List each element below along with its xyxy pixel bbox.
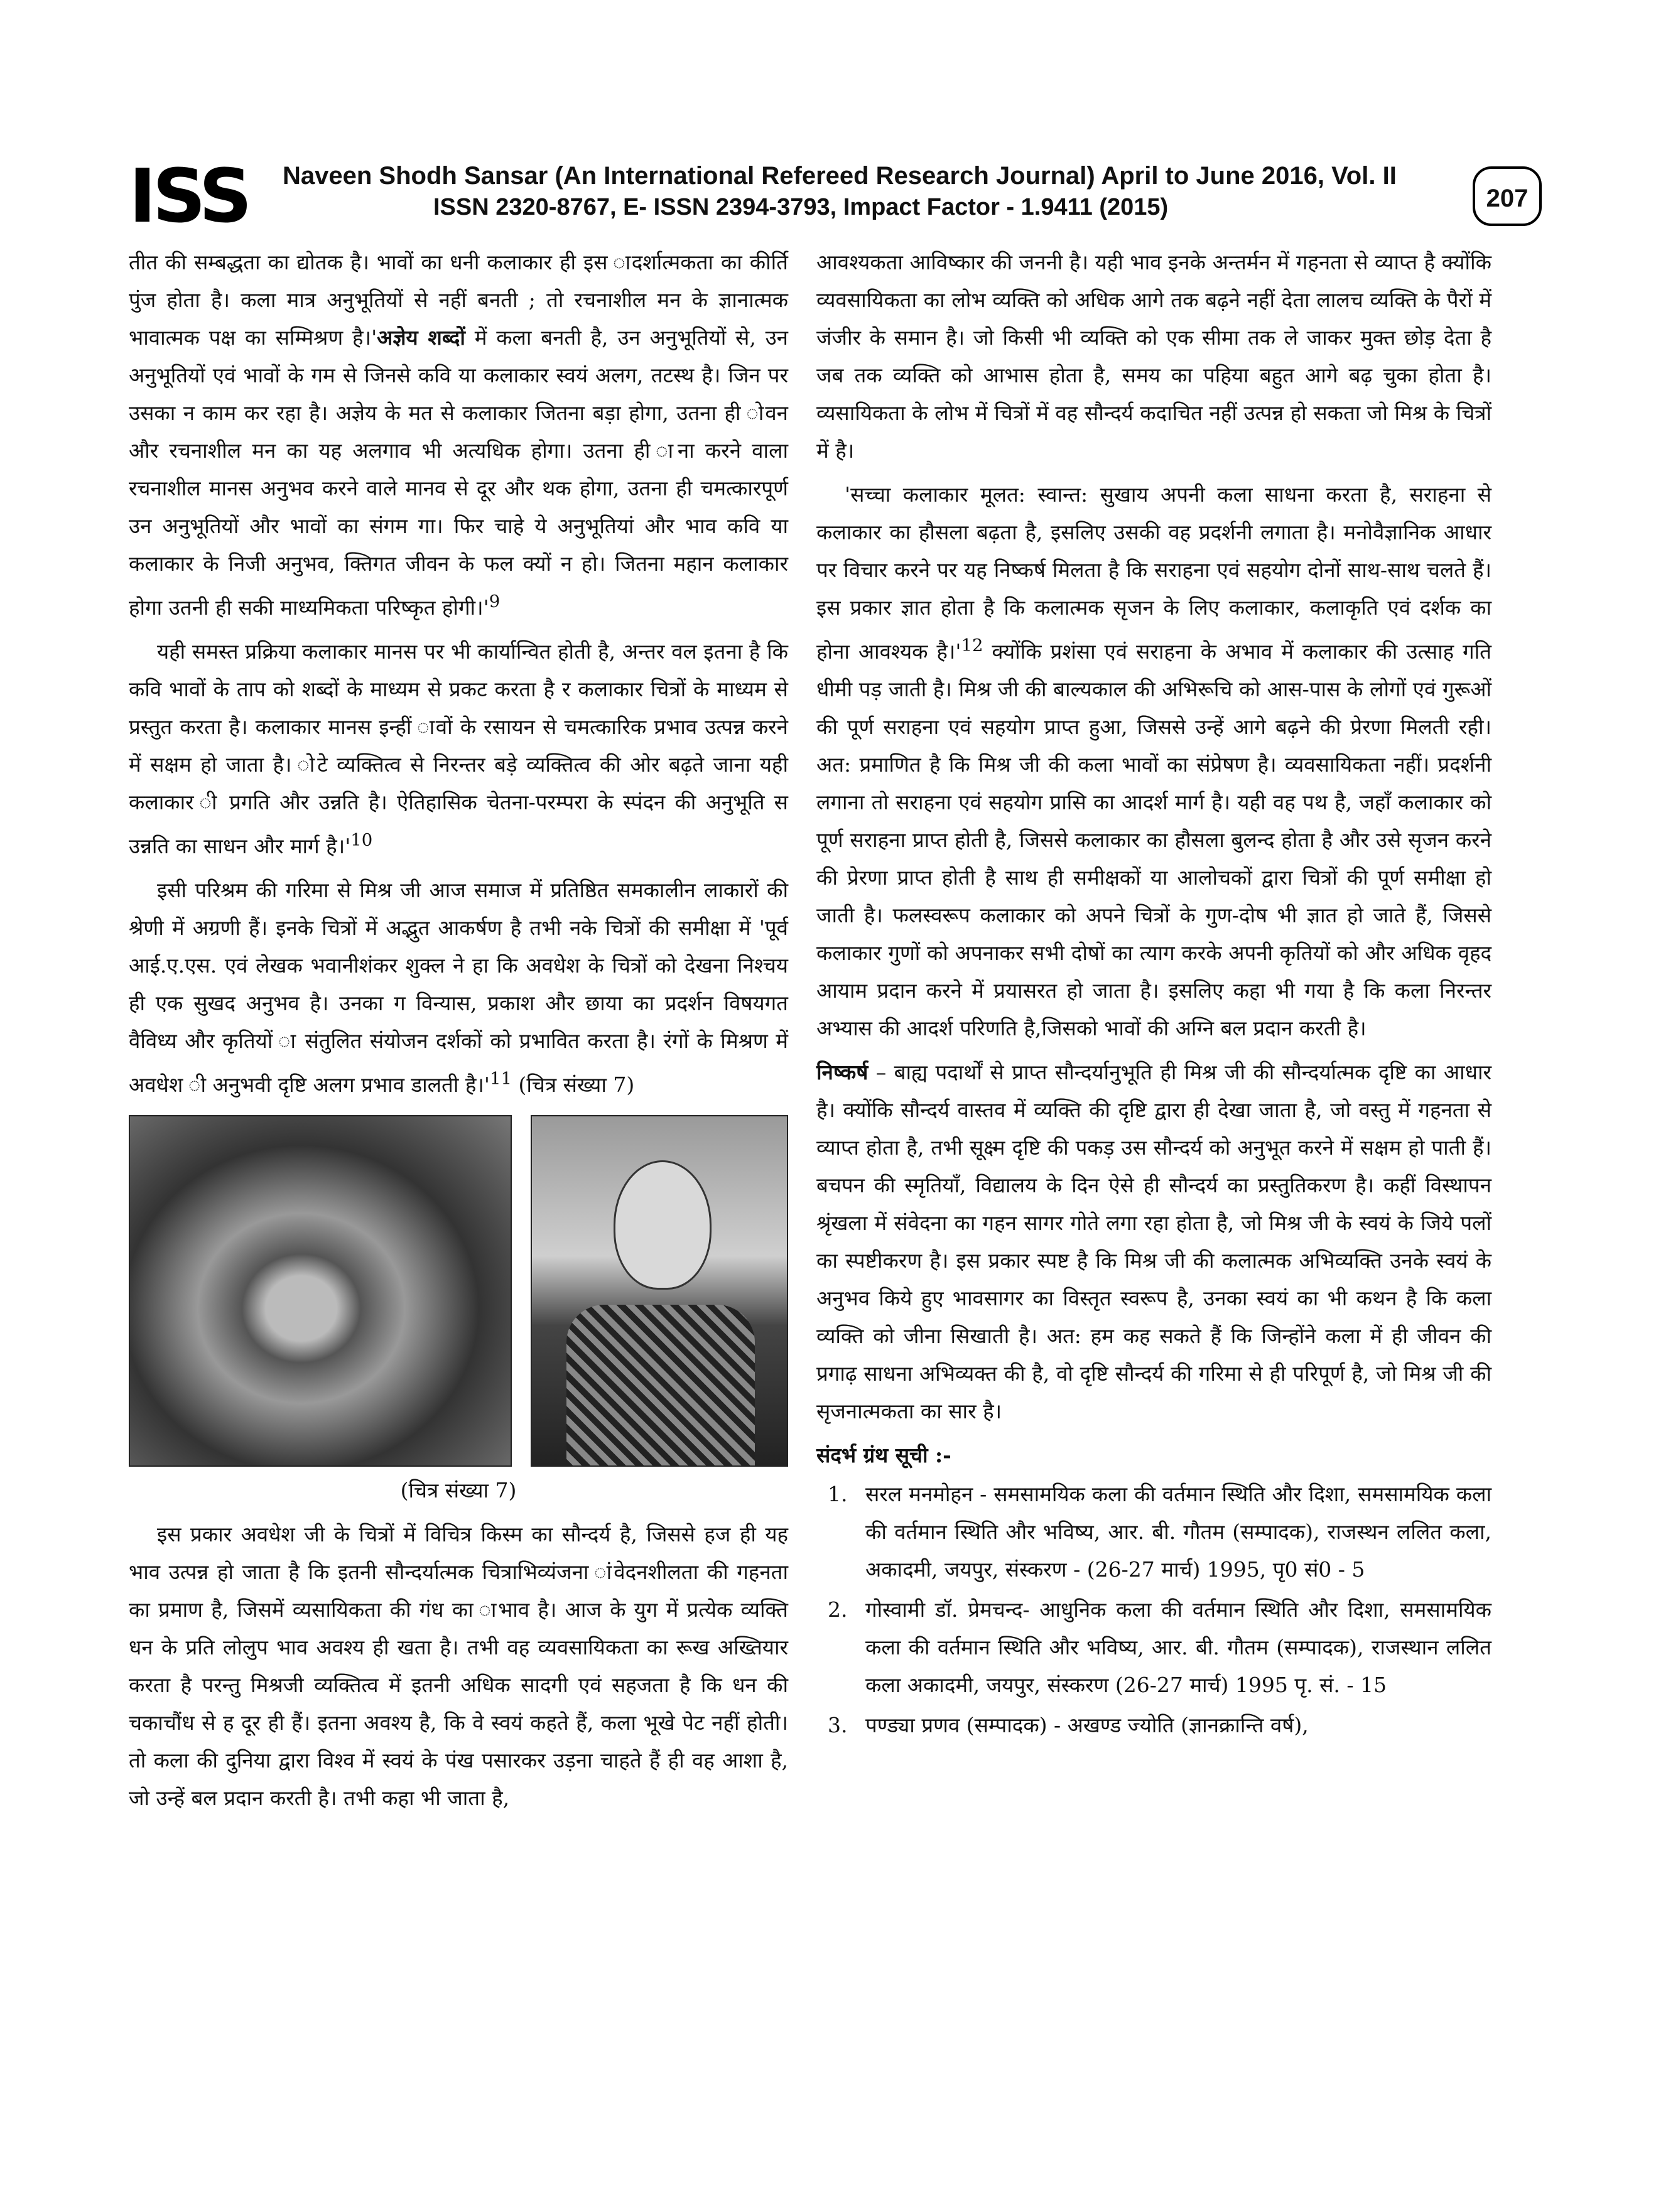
paragraph: आवश्यकता आविष्कार की जननी है। यही भाव इनके अन्तर्मन में गहनता से व्याप्त है क्योंकि व्यवसायिकता का लोभ व्यक्ति को अधिक आगे तक बढ़ने नहीं देता लालच व्यक्ति के पैरों में जंजीर के समान है। जो किसी भी व्यक्ति को एक सीमा तक ले जाकर मुक्त छोड़ देता है जब तक व्यक्ति को आभास होता है, समय का पहिया बहुत आगे बढ़ चुका होता है। व्यसायिकता के लोभ में चित्रों में वह सौन्दर्य कदाचित नहीं उत्पन्न हो सकता जो मिश्र के चित्रों में है। [816,250,1491,463]
portrait-body [566,1305,755,1467]
journal-header [129,154,1554,248]
author-highlight: अज्ञेय शब्दों [377,325,465,350]
footnote-ref: 10 [350,830,373,850]
footnote-ref: 9 [489,591,501,612]
page-number: 207 [1473,166,1542,226]
figure-caption: (चित्र संख्या 7) [400,1478,517,1503]
reference-item: 2. गोस्वामी डॉ. प्रेमचन्द- आधुनिक कला की वर्तमान स्थिति और दिशा, समसामयिक कला की वर्तमान स्थिति और भविष्य, आर. बी. गौतम (सम्पादक), राजस्थान ललित कला अकादमी, जयपुर, संस्करण (26-27 मार्च) 1995 पृ. सं. - 15 [828,1597,1491,1697]
journal-logo: ISS [129,153,249,239]
paragraph: यही समस्त प्रक्रिया कलाकार मानस पर भी कार्यान्वित होती है, अन्तर वल इतना है कि कवि भावों के ताप को शब्दों के माध्यम से प्रकट करता है र कलाकार चित्रों के माध्यम से प्रस्तुत करता है। कलाकार मानस इन्हीं ावों के रसायन से चमत्कारिक प्रभाव उत्पन्न करने में सक्षम हो जाता है। ोटे व्यक्तित्व से निरन्तर बड़े व्यक्तित्व की ओर बढ़ते जाना यही कलाकार ी प्रगति और उन्नति है। ऐतिहासिक चेतना-परम्परा के स्पंदन की अनुभूति स उन्नति का साधन और मार्ग $है।'^{10}$ [129,639,788,858]
left-column [129,244,788,1823]
portrait-face [614,1160,712,1290]
references-heading: संदर्भ ग्रंथ सूची :- [816,1443,951,1467]
journal-issn: ISSN 2320-8767, E- ISSN 2394-3793, Impact Factor - 1.9411 (2015) [433,194,1169,220]
reference-item: 3. पण्ड्या प्रणव (सम्पादक) - अखण्ड ज्योति (ज्ञानक्रान्ति वर्ष), [828,1713,1309,1737]
footnote-ref: 12 [961,635,983,656]
references-list [816,1476,1491,1744]
conclusion-paragraph: निष्कर्ष – बाह्य पदार्थों से प्राप्त सौन्दर्यानुभूति ही मिश्र जी की सौन्दर्यात्मक दृष्टि का आधार है। क्योंकि सौन्दर्य वास्तव में व्यक्ति की दृष्टि द्वारा ही देखा जाता है, जो वस्तु में गहनता से व्याप्त होता है, तभी सूक्ष्म दृष्टि की पकड़ उस सौन्दर्य को अनुभूत करने में सक्षम हो पाती हैं। बचपन की स्मृतियाँ, विद्यालय के दिन ऐसे ही सौन्दर्य का प्रस्तुतिकरण है। कहीं विस्थापन श्रृंखला में संवेदना का गहन सागर गोते लगा रहा होता है, जो मिश्र जी के स्वयं के जिये पलों का स्पष्टीकरण है। इस प्रकार स्पष्ट है कि मिश्र जी की कलात्मक अभिव्यक्ति उनके स्वयं के अनुभव किये हुए भावसागर का विस्तृत स्वरूप है, उनका स्वयं का भी कथन है कि कला व्यक्ति को जीना सिखाती है। अत: हम कह सकते हैं कि जिन्होंने कला में ही जीवन की प्रगाढ़ साधना अभिव्यक्त की है, वो दृष्टि सौन्दर्य की गरिमा से ही परिपूर्ण है, जो मिश्र जी की सृजनात्मकता का सार है। [816,1060,1491,1423]
footnote-ref: 11 [490,1069,512,1089]
reference-item: 1. सरल मनमोहन - समसामयिक कला की वर्तमान स्थिति और दिशा, समसामयिक कला की वर्तमान स्थिति और भविष्य, आर. बी. गौतम (सम्पादक), राजस्थन ललित कला, अकादमी, जयपुर, संस्करण - (26-27 मार्च) 1995, पृ0 सं0 - 5 [828,1482,1491,1582]
conclusion-label: निष्कर्ष [816,1060,869,1084]
right-column [816,244,1491,1747]
artist-photo [531,1115,788,1467]
paragraph: इसी परिश्रम की गरिमा से मिश्र जी आज समाज में प्रतिष्ठित समकालीन लाकारों की श्रेणी में अग्रणी हैं। इनके चित्रों में अद्भुत आकर्षण है तभी नके चित्रों की समीक्षा में 'पूर्व आई.ए.एस. एवं लेखक भवानीशंकर शुक्ल ने हा कि अवधेश के चित्रों को देखना निश्चय ही एक सुखद अनुभव है। उनका ग विन्यास, प्रकाश और छाया का प्रदर्शन विषयगत वैविध्य और कृतियों ा संतुलित संयोजन दर्शकों को प्रभावित करता है। रंगों के मिश्रण में अवधेश ी अनुभवी दृष्टि अलग प्रभाव डालती $है।'^{11}$ (चित्र संख्या 7) [129,878,788,1097]
paragraph: तीत की सम्बद्धता का द्योतक है। भावों का धनी कलाकार ही इस ादर्शात्मकता का कीर्ति पुंज होता है। कला मात्र अनुभूतियों से नहीं बनती ; तो रचनाशील मन के ज्ञानात्मक भावात्मक पक्ष का सम्मिश्रण है।'अज्ञेय शब्दों में कला बनती है, उन अनुभूतियों से, उन अनुभूतियों एवं भावों के गम से जिनसे कवि या कलाकार स्वयं अलग, तटस्थ है। जिन पर उसका न काम कर रहा है। अज्ञेय के मत से कलाकार जितना बड़ा होगा, उतना ही ोवन और रचनाशील मन का यह अलगाव भी अत्यधिक होगा। उतना ही ाना करने वाला रचनाशील मानस अनुभव करने वाले मानव से दूर और थक होगा, उतना ही चमत्कारपूर्ण उन अनुभूतियों और भावों का संगम गा। फिर चाहे ये अनुभूतियां और भाव कवि या कलाकार के निजी अनुभव, क्तिगत जीवन के फल क्यों न हो। जितना महान कलाकार होगा उतनी ही सकी माध्यमिकता परिष्कृत $होगी।'^9$ [129,250,788,620]
journal-title: Naveen Shodh Sansar (An International Refereed Research Journal) April to June 2016, Vol. II [283,162,1397,190]
painting-image [129,1115,512,1467]
figure [129,1115,788,1467]
paragraph: इस प्रकार अवधेश जी के चित्रों में विचित्र किस्म का सौन्दर्य है, जिससे हज ही यह भाव उत्पन्न हो जाता है कि इतनी सौन्दर्यात्मक चित्राभिव्यंजना ांवेदनशीलता की गहनता का प्रमाण है, जिसमें व्यसायिकता की गंध का ाभाव है। आज के युग में प्रत्येक व्यक्ति धन के प्रति लोलुप भाव अवश्य ही खता है। तभी वह व्यवसायिकता का रूख अख्तियार करता है परन्तु मिश्रजी व्यक्तित्व में इतनी अधिक सादगी एवं सहजता है कि धन की चकाचौंध से ह दूर ही हैं। इतना अवश्य है, कि वे स्वयं कहते हैं, कला भूखे पेट नहीं होती। तो कला की दुनिया द्वारा विश्व में स्वयं के पंख पसारकर उड़ना चाहते हैं ही वह आशा है, जो उन्हें बल प्रदान करती है। तभी कहा भी जाता है, [129,1522,788,1810]
paragraph: 'सच्चा कलाकार मूलत: स्वान्त: सुखाय अपनी कला साधना करता है, सराहना से कलाकार का हौसला बढ़ता है, इसलिए उसकी वह प्रदर्शनी लगाता है। मनोवैज्ञानिक आधार पर विचार करने पर यह निष्कर्ष मिलता है कि सराहना एवं सहयोग दोनों साथ-साथ चलते हैं। इस प्रकार ज्ञात होता है कि कलात्मक सृजन के लिए कलाकार, कलाकृति एवं दर्शक का होना आवश्यक $है।'^{12}$ क्योंकि प्रशंसा एवं सराहना के अभाव में कलाकार की उत्साह गति धीमी पड़ जाती है। मिश्र जी की बाल्यकाल की अभिरूचि को आस-पास के लोगों एवं गुरूओं की पूर्ण सराहना एवं सहयोग प्राप्त हुआ, जिससे उन्हें आगे बढ़ने की प्रेरणा मिलती रही। अत: प्रमाणित है कि मिश्र जी की कला भावों का संप्रेषण है। व्यवसायिकता नहीं। प्रदर्शनी लगाना तो सराहना एवं सहयोग प्रासि का आदर्श मार्ग है। यही वह पथ है, जहाँ कलाकार को पूर्ण सराहना प्राप्त होती है, जिससे कलाकार का हौसला बुलन्द होता है और उसे सृजन करने की प्रेरणा प्राप्त होती है साथ ही समीक्षकों या आलोचकों द्वारा चित्रों की पूर्ण समीक्षा हो जाती है। फलस्वरूप कलाकार को अपने चित्रों के गुण-दोष भी ज्ञात हो जाते हैं, जिससे कलाकार गुणों को अपनाकर सभी दोषों का त्याग करके अपनी कृतियों को और अधिक वृहद आयाम प्रदान करने में प्रयासरत हो जाता है। इसलिए कहा भी गया है कि कला निरन्तर अभ्यास की आदर्श परिणति है,जिसको भावों की अग्नि बल प्रदान करती है। [816,482,1491,1040]
